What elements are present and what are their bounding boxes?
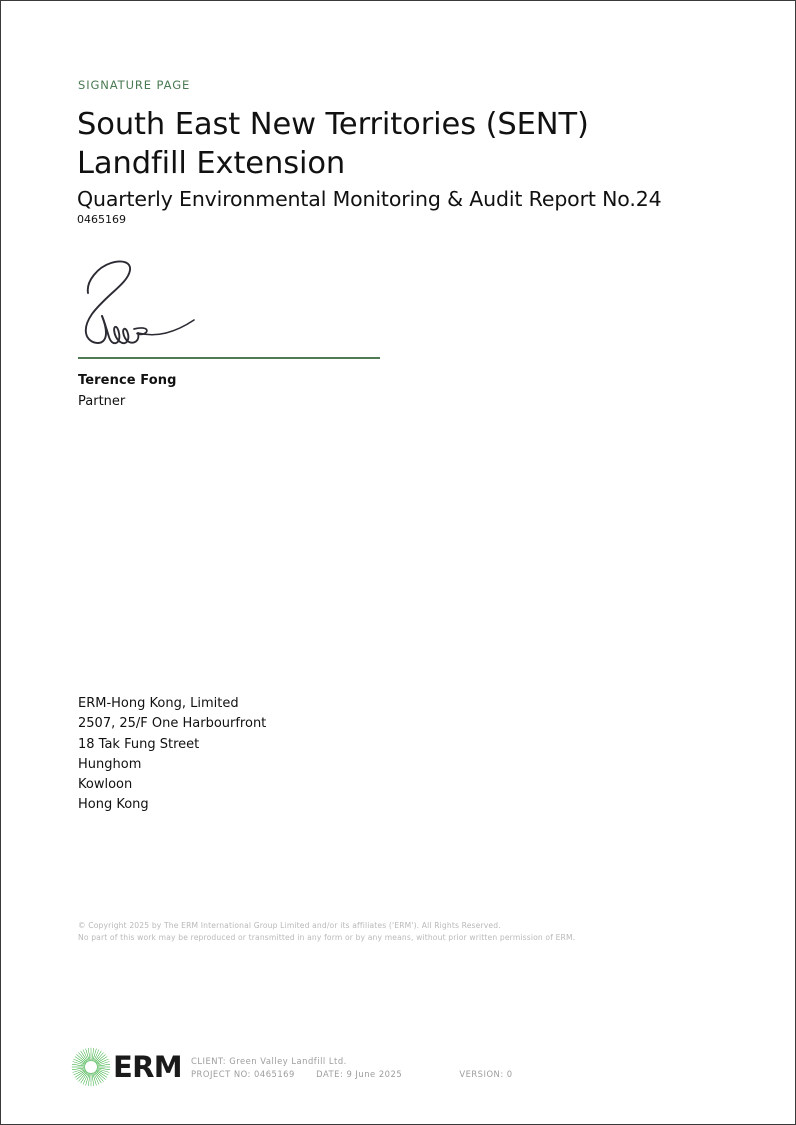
copyright-line-2: No part of this work may be reproduced or transmitted in any form or by any means, without prior written permission of ERM. <box>78 932 576 942</box>
company-address <box>78 694 266 816</box>
address-line: Hunghom <box>78 756 142 772</box>
address-line: ERM-Hong Kong, Limited <box>78 696 239 711</box>
page-subtitle: Quarterly Environmental Monitoring & Audit Report No.24 <box>77 187 662 211</box>
address-line: Hong Kong <box>78 797 149 813</box>
address-line: 18 Tak Fung Street <box>78 736 200 752</box>
handwritten-signature-icon <box>78 253 208 353</box>
erm-logo-text: ERM <box>113 1049 182 1084</box>
footer-client: CLIENT: Green Valley Landfill Ltd. <box>191 1055 347 1066</box>
page-section-label: SIGNATURE PAGE <box>78 78 191 92</box>
document-number: 0465169 <box>77 213 126 226</box>
erm-logo <box>71 1047 183 1087</box>
footer-project-no: PROJECT NO: 0465169 <box>191 1069 295 1079</box>
footer-date: DATE: 9 June 2025 <box>316 1069 403 1079</box>
signer-name: Terence Fong <box>78 373 177 388</box>
erm-sunburst-icon <box>71 1047 111 1087</box>
signer-role: Partner <box>78 394 126 409</box>
page-title-line-2: Landfill Extension <box>77 146 346 181</box>
footer-client-row <box>191 1055 513 1068</box>
footer-metadata <box>191 1053 513 1082</box>
signature-area <box>78 253 398 353</box>
address-line: Kowloon <box>78 777 133 793</box>
footer-version: VERSION: 0 <box>459 1069 513 1079</box>
title-block <box>77 105 737 227</box>
page-title-line-1: South East New Territories (SENT) <box>77 107 589 142</box>
signature-rule <box>78 357 380 359</box>
copyright-notice <box>78 920 575 943</box>
footer-details-row <box>191 1068 513 1081</box>
copyright-line-1: © Copyright 2025 by The ERM International Group Limited and/or its affiliates ('ERM'). All Rights Reserved. <box>78 921 501 930</box>
address-line: 2507, 25/F One Harbourfront <box>78 716 267 732</box>
page-footer <box>71 1047 513 1087</box>
